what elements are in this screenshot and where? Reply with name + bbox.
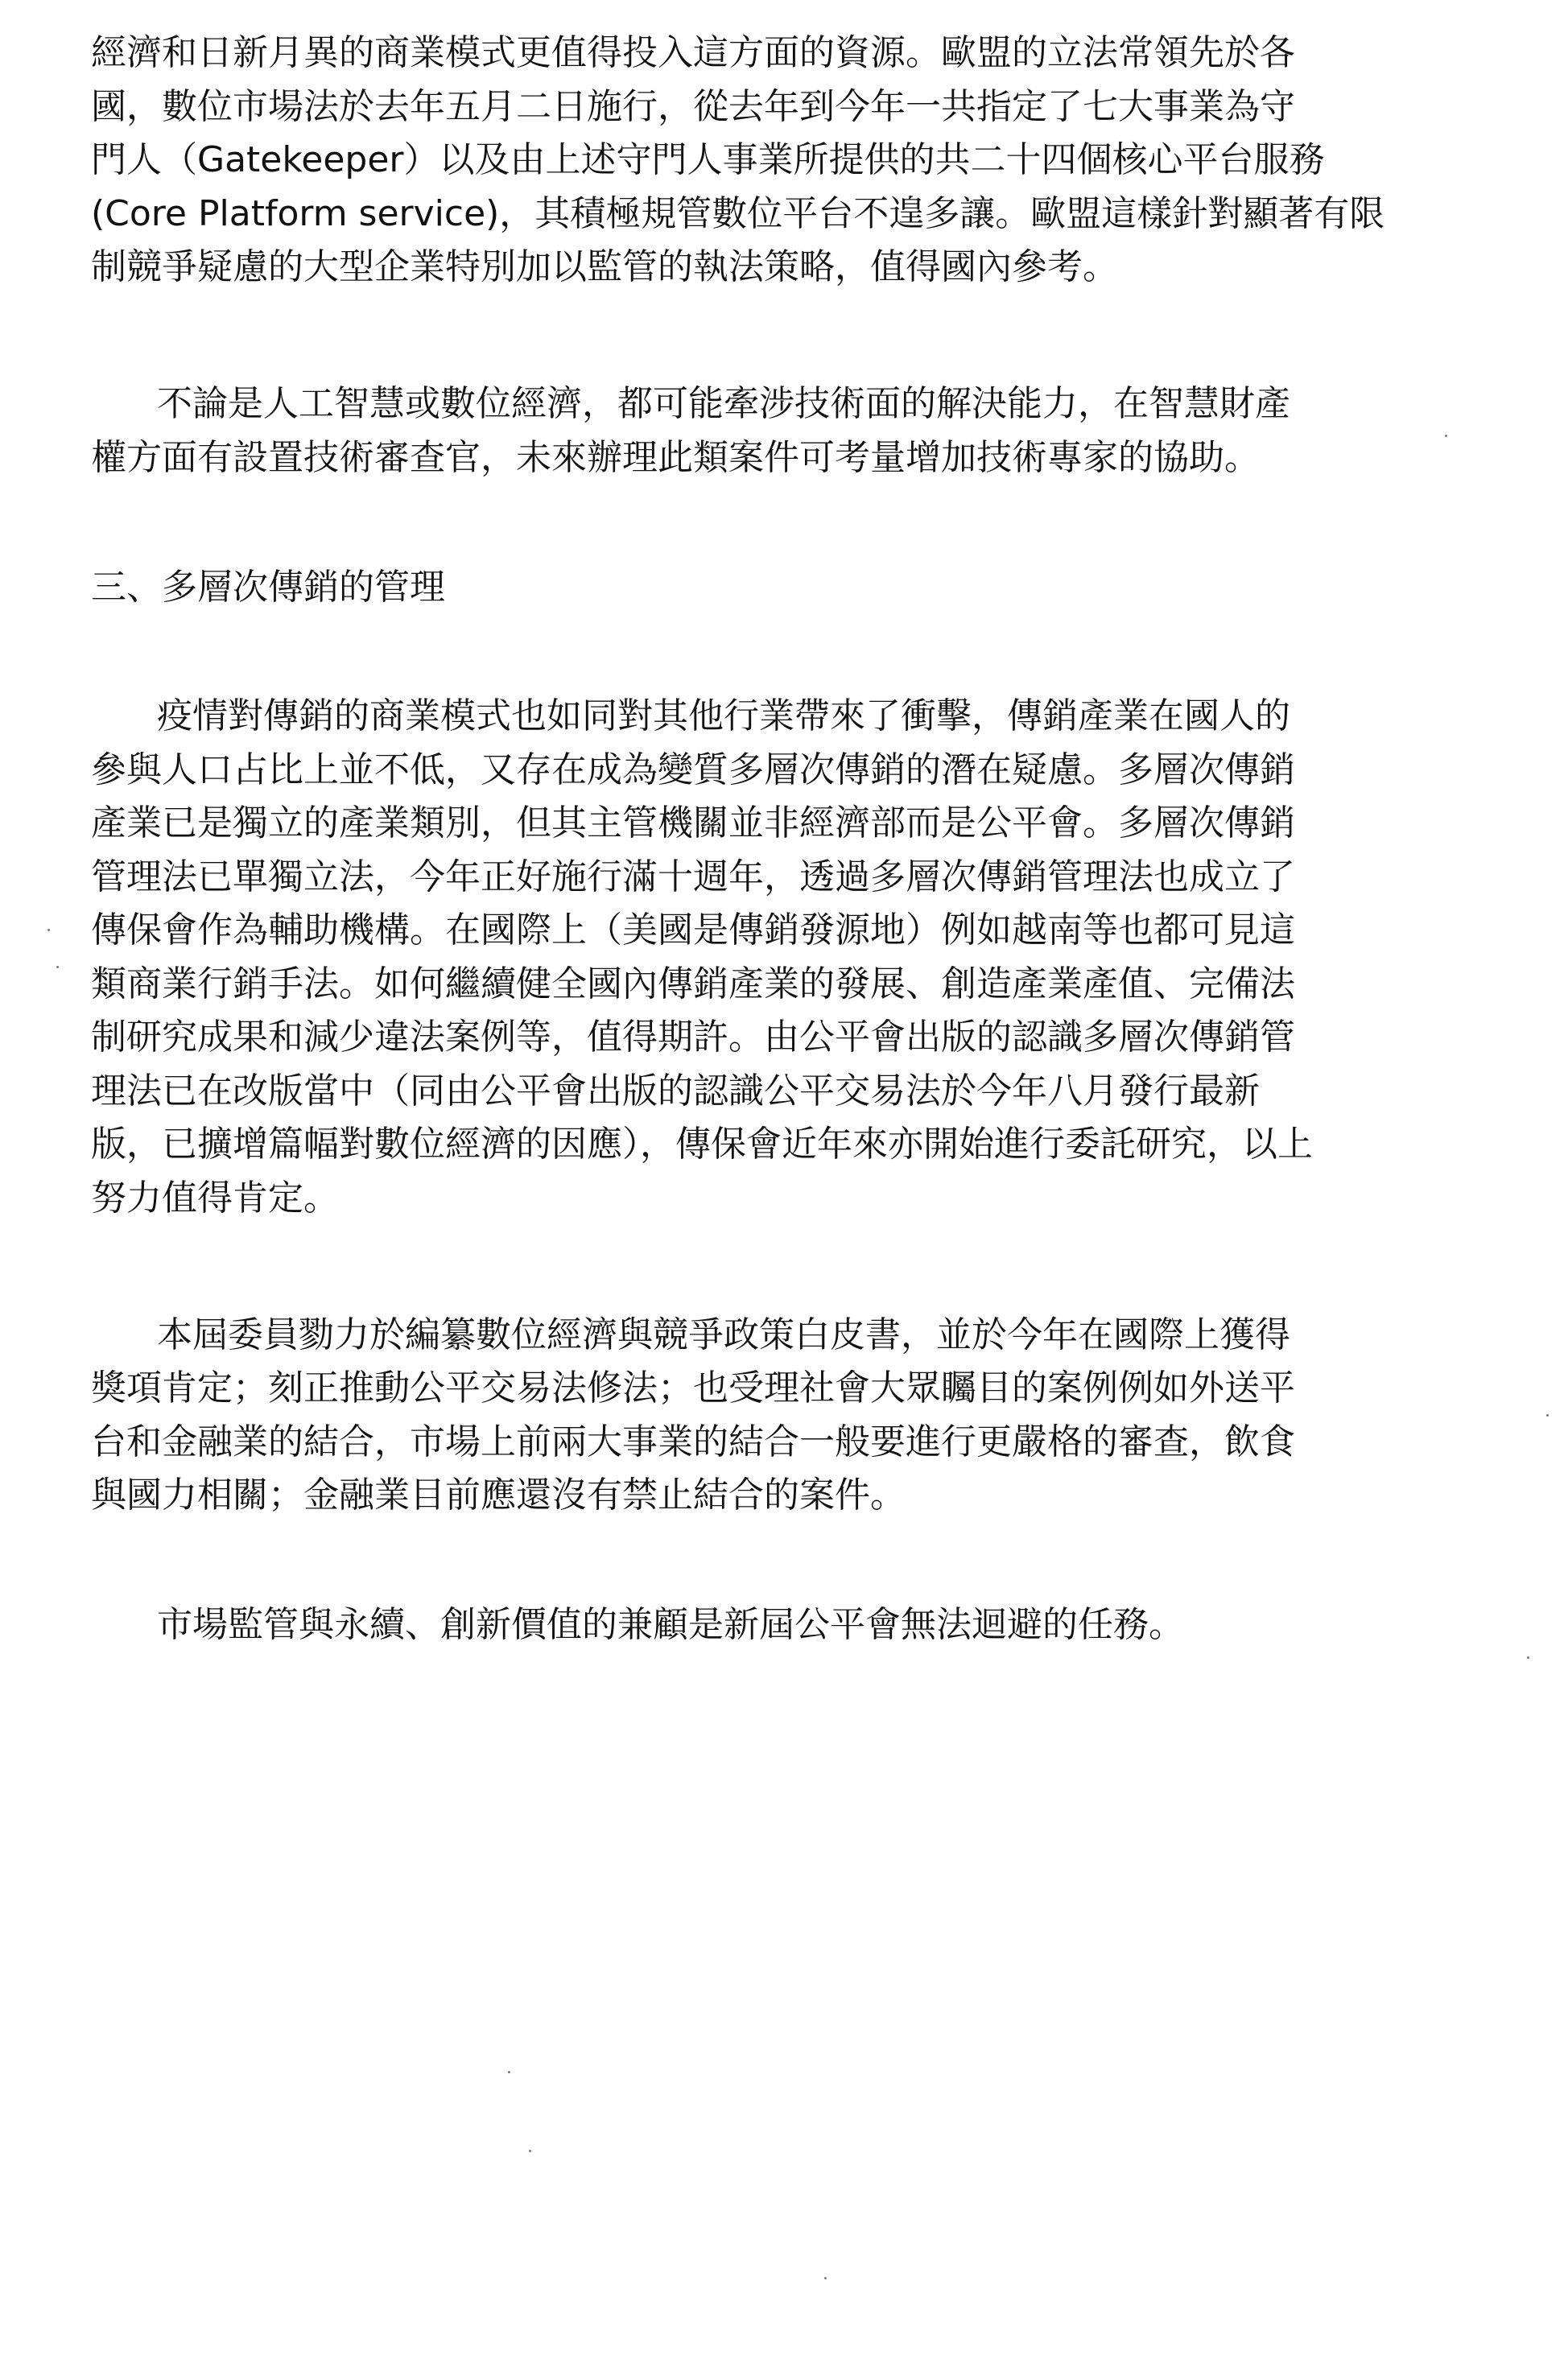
paragraph-4-line-3: 台和金融業的結合，市場上前兩大事業的結合一般要進行更嚴格的審查，飲食 bbox=[91, 1421, 1295, 1462]
paragraph-2-line-1: 不論是人工智慧或數位經濟，都可能牽涉技術面的解決能力，在智慧財產 bbox=[157, 383, 1290, 424]
scan-speck bbox=[56, 966, 59, 968]
scan-speck bbox=[508, 2071, 510, 2073]
paragraph-3-line-9: 版，已擴增篇幅對數位經濟的因應），傳保會近年來亦開始進行委託研究，以上 bbox=[91, 1124, 1313, 1165]
paragraph-3-line-1: 疫情對傳銷的商業模式也如同對其他行業帶來了衝擊，傳銷產業在國人的 bbox=[157, 695, 1290, 736]
paragraph-4-line-1: 本屆委員勠力於編纂數位經濟與競爭政策白皮書，並於今年在國際上獲得 bbox=[157, 1314, 1290, 1355]
paragraph-3-line-8: 理法已在改版當中（同由公平會出版的認識公平交易法於今年八月發行最新 bbox=[91, 1070, 1260, 1112]
paragraph-5-line-1: 市場監管與永續、創新價值的兼顧是新屆公平會無法迴避的任務。 bbox=[157, 1604, 1184, 1645]
paragraph-3-line-2: 參與人口占比上並不低，又存在成為變質多層次傳銷的潛在疑慮。多層次傳銷 bbox=[91, 749, 1295, 790]
paragraph-3-line-3: 產業已是獨立的產業類別，但其主管機關並非經濟部而是公平會。多層次傳銷 bbox=[91, 802, 1295, 844]
paragraph-3-line-5: 傳保會作為輔助機構。在國際上（美國是傳銷發源地）例如越南等也都可見這 bbox=[91, 910, 1295, 951]
scan-speck bbox=[1546, 1414, 1549, 1417]
paragraph-1-line-2: 國，數位市場法於去年五月二日施行，從去年到今年一共指定了七大事業為守 bbox=[91, 86, 1295, 127]
paragraph-2-line-2: 權方面有設置技術審查官，未來辦理此類案件可考量增加技術專家的協助。 bbox=[91, 437, 1260, 478]
paragraph-3-line-6: 類商業行銷手法。如何繼續健全國內傳銷產業的發展、創造產業產值、完備法 bbox=[91, 963, 1295, 1004]
paragraph-3-line-4: 管理法已單獨立法，今年正好施行滿十週年，透過多層次傳銷管理法也成立了 bbox=[91, 856, 1295, 897]
paragraph-3-line-7: 制研究成果和減少違法案例等，值得期許。由公平會出版的認識多層次傳銷管 bbox=[91, 1017, 1295, 1058]
paragraph-4-line-4: 與國力相關；金融業目前應還沒有禁止結合的案件。 bbox=[91, 1475, 906, 1516]
paragraph-1-line-4: (Core Platform service)，其積極規管數位平台不遑多讓。歐盟這樣針對顯著有限 bbox=[91, 193, 1385, 234]
paragraph-1-line-3: 門人（Gatekeeper）以及由上述守門人事業所提供的共二十四個核心平台服務 bbox=[91, 139, 1325, 180]
scan-speck bbox=[1445, 435, 1447, 437]
scan-speck bbox=[47, 929, 50, 931]
paragraph-1-line-1: 經濟和日新月異的商業模式更值得投入這方面的資源。歐盟的立法常領先於各 bbox=[91, 32, 1295, 73]
paragraph-3-line-10: 努力值得肯定。 bbox=[91, 1178, 339, 1219]
scan-speck bbox=[1527, 1656, 1529, 1659]
paragraph-1-line-5: 制競爭疑慮的大型企業特別加以監管的執法策略，值得國內參考。 bbox=[91, 246, 1118, 287]
section-heading: 三、多層次傳銷的管理 bbox=[91, 567, 445, 608]
paragraph-4-line-2: 獎項肯定；刻正推動公平交易法修法；也受理社會大眾矚目的案例例如外送平 bbox=[91, 1367, 1295, 1409]
scan-speck bbox=[529, 2150, 531, 2152]
scan-speck bbox=[824, 2277, 827, 2279]
